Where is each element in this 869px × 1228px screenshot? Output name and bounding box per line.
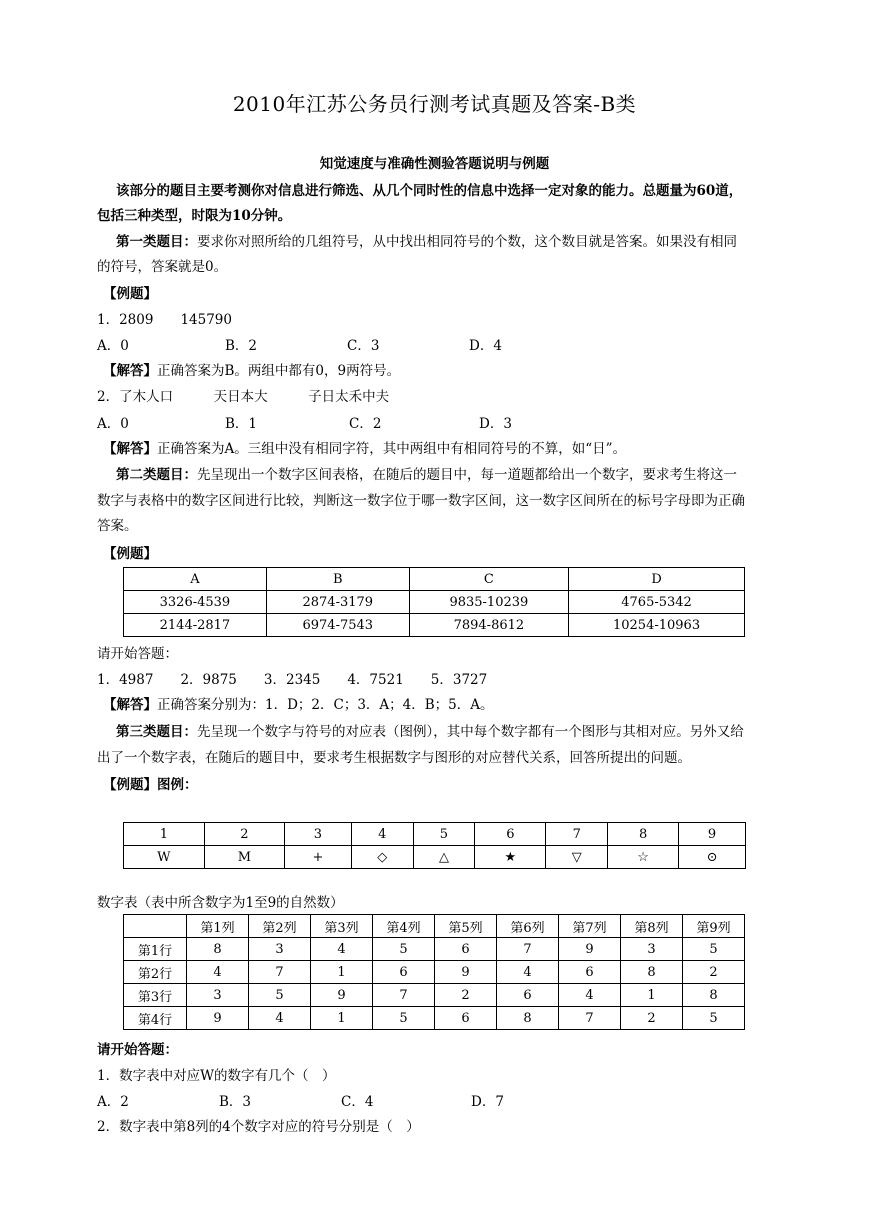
type1-question-1: 1．2809 145790	[97, 312, 232, 328]
table-row	[124, 938, 745, 961]
row-header-cell: 第2行	[124, 961, 187, 984]
answer-text: 正确答案分别为：1．D；2．C；3．A；4．B；5．A。	[157, 697, 494, 713]
legend-number-cell: 6	[475, 823, 546, 846]
type1-q1-options	[97, 338, 502, 354]
table-cell: 6	[497, 984, 559, 1007]
table-cell: 1	[621, 984, 683, 1007]
type2-answer	[103, 697, 494, 713]
table-header-row	[124, 915, 745, 938]
type1-desc-line-1	[116, 234, 737, 250]
legend-symbol-cell: M	[204, 846, 284, 869]
table-cell: 3	[621, 938, 683, 961]
legend-number-cell: 1	[124, 823, 205, 846]
type1-q2-options	[97, 416, 512, 432]
intro-line-2: 包括三种类型，时限为10分钟。	[97, 208, 292, 224]
table-cell: 4765-5342	[569, 591, 745, 614]
table-cell: 10254-10963	[569, 614, 745, 637]
table-cell: 2144-2817	[124, 614, 267, 637]
table-header-cell: 第3列	[311, 915, 373, 938]
legend-number-cell: 2	[204, 823, 284, 846]
type3-question-1: 1．数字表中对应W的数字有几个（ ）	[97, 1068, 336, 1084]
legend-symbol-cell: ⊙	[679, 846, 746, 869]
legend-number-cell: 8	[608, 823, 679, 846]
table-header-cell: 第2列	[249, 915, 311, 938]
table-cell: 2	[435, 984, 497, 1007]
table-cell: 8	[683, 984, 745, 1007]
legend-symbol-row	[124, 846, 746, 869]
answer-label: 【解答】	[103, 441, 157, 457]
table-cell: 5	[683, 938, 745, 961]
legend-symbol-cell: ◇	[351, 846, 413, 869]
table-header-cell: 第6列	[497, 915, 559, 938]
table-cell: 9	[311, 984, 373, 1007]
table-cell: 3	[249, 938, 311, 961]
type3-desc-line-2: 出了一个数字表，在随后的题目中，要求考生根据数字与图形的对应替代关系，回答所提出的问题。	[97, 750, 691, 766]
table-cell: 9835-10239	[409, 591, 568, 614]
legend-symbol-cell: ☆	[608, 846, 679, 869]
number-table-caption: 数字表（表中所含数字为1至9的自然数）	[97, 895, 344, 911]
number-table	[123, 914, 745, 1030]
table-row	[124, 591, 745, 614]
table-cell: 4	[497, 961, 559, 984]
type1-question-2: 2．了木人口 天日本大 子日太禾中夫	[97, 389, 390, 405]
table-cell: 6	[373, 961, 435, 984]
table-cell: 5	[373, 1007, 435, 1030]
table-header-cell: 第5列	[435, 915, 497, 938]
table-cell: 6	[559, 961, 621, 984]
table-cell: 4	[311, 938, 373, 961]
answer-label: 【解答】	[103, 363, 157, 379]
table-header-cell: 第1列	[187, 915, 249, 938]
table-cell: 2	[621, 1007, 683, 1030]
answer-text: 正确答案为B。两组中都有0，9两符号。	[157, 363, 401, 379]
type3-text-1: 先呈现一个数字与符号的对应表（图例），其中每个数字都有一个图形与其相对应。另外又给	[197, 724, 744, 740]
table-cell: 2	[683, 961, 745, 984]
type3-question-2: 2．数字表中第8列的4个数字对应的符号分别是（ ）	[97, 1119, 420, 1135]
type2-label: 第二类题目：	[116, 467, 197, 483]
table-header-cell: 第8列	[621, 915, 683, 938]
interval-table	[123, 567, 745, 637]
table-cell: 9	[435, 961, 497, 984]
table-cell: 7	[497, 938, 559, 961]
table-cell: 3326-4539	[124, 591, 267, 614]
table-cell: 7	[373, 984, 435, 1007]
option: B．3	[219, 1094, 252, 1110]
option: A．2	[97, 1094, 129, 1110]
table-cell: 4	[249, 1007, 311, 1030]
table-cell: 7	[559, 1007, 621, 1030]
type3-q1-options	[97, 1094, 504, 1110]
table-row	[124, 614, 745, 637]
option: C．2	[349, 416, 382, 432]
type2-desc-line-2: 数字与表格中的数字区间进行比较，判断这一数字位于哪一数字区间，这一数字区间所在的标号字母即为正确	[97, 493, 745, 509]
type2-example-label: 【例题】	[103, 546, 157, 562]
legend-symbol-cell: W	[124, 846, 205, 869]
option: D．4	[469, 338, 502, 354]
legend-symbol-cell: △	[413, 846, 475, 869]
table-header-cell: B	[266, 568, 409, 591]
answer-text: 正确答案为A。三组中没有相同字符，其中两组中有相同符号的不算，如“日”。	[157, 441, 627, 457]
option: A．0	[97, 416, 129, 432]
table-cell: 9	[187, 1007, 249, 1030]
table-cell: 7	[249, 961, 311, 984]
table-cell: 6	[435, 938, 497, 961]
type3-label: 第三类题目：	[116, 724, 197, 740]
legend-number-row	[124, 823, 746, 846]
type1-example-label: 【例题】	[103, 286, 157, 302]
table-row	[124, 961, 745, 984]
table-header-cell: 第7列	[559, 915, 621, 938]
row-header-cell: 第4行	[124, 1007, 187, 1030]
table-cell: 3	[187, 984, 249, 1007]
legend-symbol-cell: +	[285, 846, 352, 869]
intro-line-1: 该部分的题目主要考测你对信息进行筛选、从几个同时性的信息中选择一定对象的能力。总题量为60道，	[116, 183, 743, 199]
table-cell: 6974-7543	[266, 614, 409, 637]
table-cell: 9	[559, 938, 621, 961]
type1-answer-1	[103, 363, 400, 379]
legend-symbol-cell: ★	[475, 846, 546, 869]
type1-text-1: 要求你对照所给的几组符号，从中找出相同符号的个数，这个数目就是答案。如果没有相同	[197, 234, 737, 250]
legend-table	[123, 822, 746, 869]
table-cell: 4	[559, 984, 621, 1007]
legend-symbol-cell: ▽	[546, 846, 608, 869]
table-cell: 6	[435, 1007, 497, 1030]
legend-number-cell: 7	[546, 823, 608, 846]
option: C．3	[347, 338, 380, 354]
legend-number-cell: 4	[351, 823, 413, 846]
table-row	[124, 984, 745, 1007]
option: D．7	[471, 1094, 504, 1110]
type2-questions: 1．4987 2．9875 3．2345 4．7521 5．3727	[97, 672, 488, 688]
answer-label: 【解答】	[103, 697, 157, 713]
legend-number-cell: 9	[679, 823, 746, 846]
table-cell: 5	[683, 1007, 745, 1030]
type1-answer-2	[103, 441, 626, 457]
table-cell: 8	[621, 961, 683, 984]
table-cell: 4	[187, 961, 249, 984]
table-header-cell: D	[569, 568, 745, 591]
legend-number-cell: 5	[413, 823, 475, 846]
document-title: 2010年江苏公务员行测考试真题及答案-B类	[232, 92, 637, 116]
option: A．0	[97, 338, 129, 354]
table-header-cell: C	[409, 568, 568, 591]
table-cell: 8	[187, 938, 249, 961]
table-header-cell	[124, 915, 187, 938]
row-header-cell: 第3行	[124, 984, 187, 1007]
option: B．1	[225, 416, 258, 432]
option: C．4	[341, 1094, 374, 1110]
type3-start-prompt: 请开始答题：	[97, 1042, 178, 1058]
table-cell: 7894-8612	[409, 614, 568, 637]
type1-label: 第一类题目：	[116, 234, 197, 250]
table-cell: 1	[311, 961, 373, 984]
table-header-row	[124, 568, 745, 591]
table-row	[124, 1007, 745, 1030]
type2-desc-line-1	[116, 467, 737, 483]
type2-text-1: 先呈现出一个数字区间表格，在随后的题目中，每一道题都给出一个数字，要求考生将这一	[197, 467, 737, 483]
table-cell: 8	[497, 1007, 559, 1030]
table-cell: 5	[373, 938, 435, 961]
table-header-cell: 第4列	[373, 915, 435, 938]
type3-example-label: 【例题】图例：	[103, 777, 198, 793]
legend-number-cell: 3	[285, 823, 352, 846]
type1-desc-line-2: 的符号，答案就是0。	[97, 259, 228, 275]
option: D．3	[479, 416, 512, 432]
type2-desc-line-3: 答案。	[97, 518, 138, 534]
table-header-cell: A	[124, 568, 267, 591]
table-cell: 1	[311, 1007, 373, 1030]
type3-desc-line-1	[116, 724, 744, 740]
row-header-cell: 第1行	[124, 938, 187, 961]
table-cell: 5	[249, 984, 311, 1007]
section-subtitle: 知觉速度与准确性测验答题说明与例题	[319, 156, 550, 172]
table-header-cell: 第9列	[683, 915, 745, 938]
option: B．2	[225, 338, 258, 354]
type2-start-prompt: 请开始答题：	[97, 646, 178, 662]
table-cell: 2874-3179	[266, 591, 409, 614]
